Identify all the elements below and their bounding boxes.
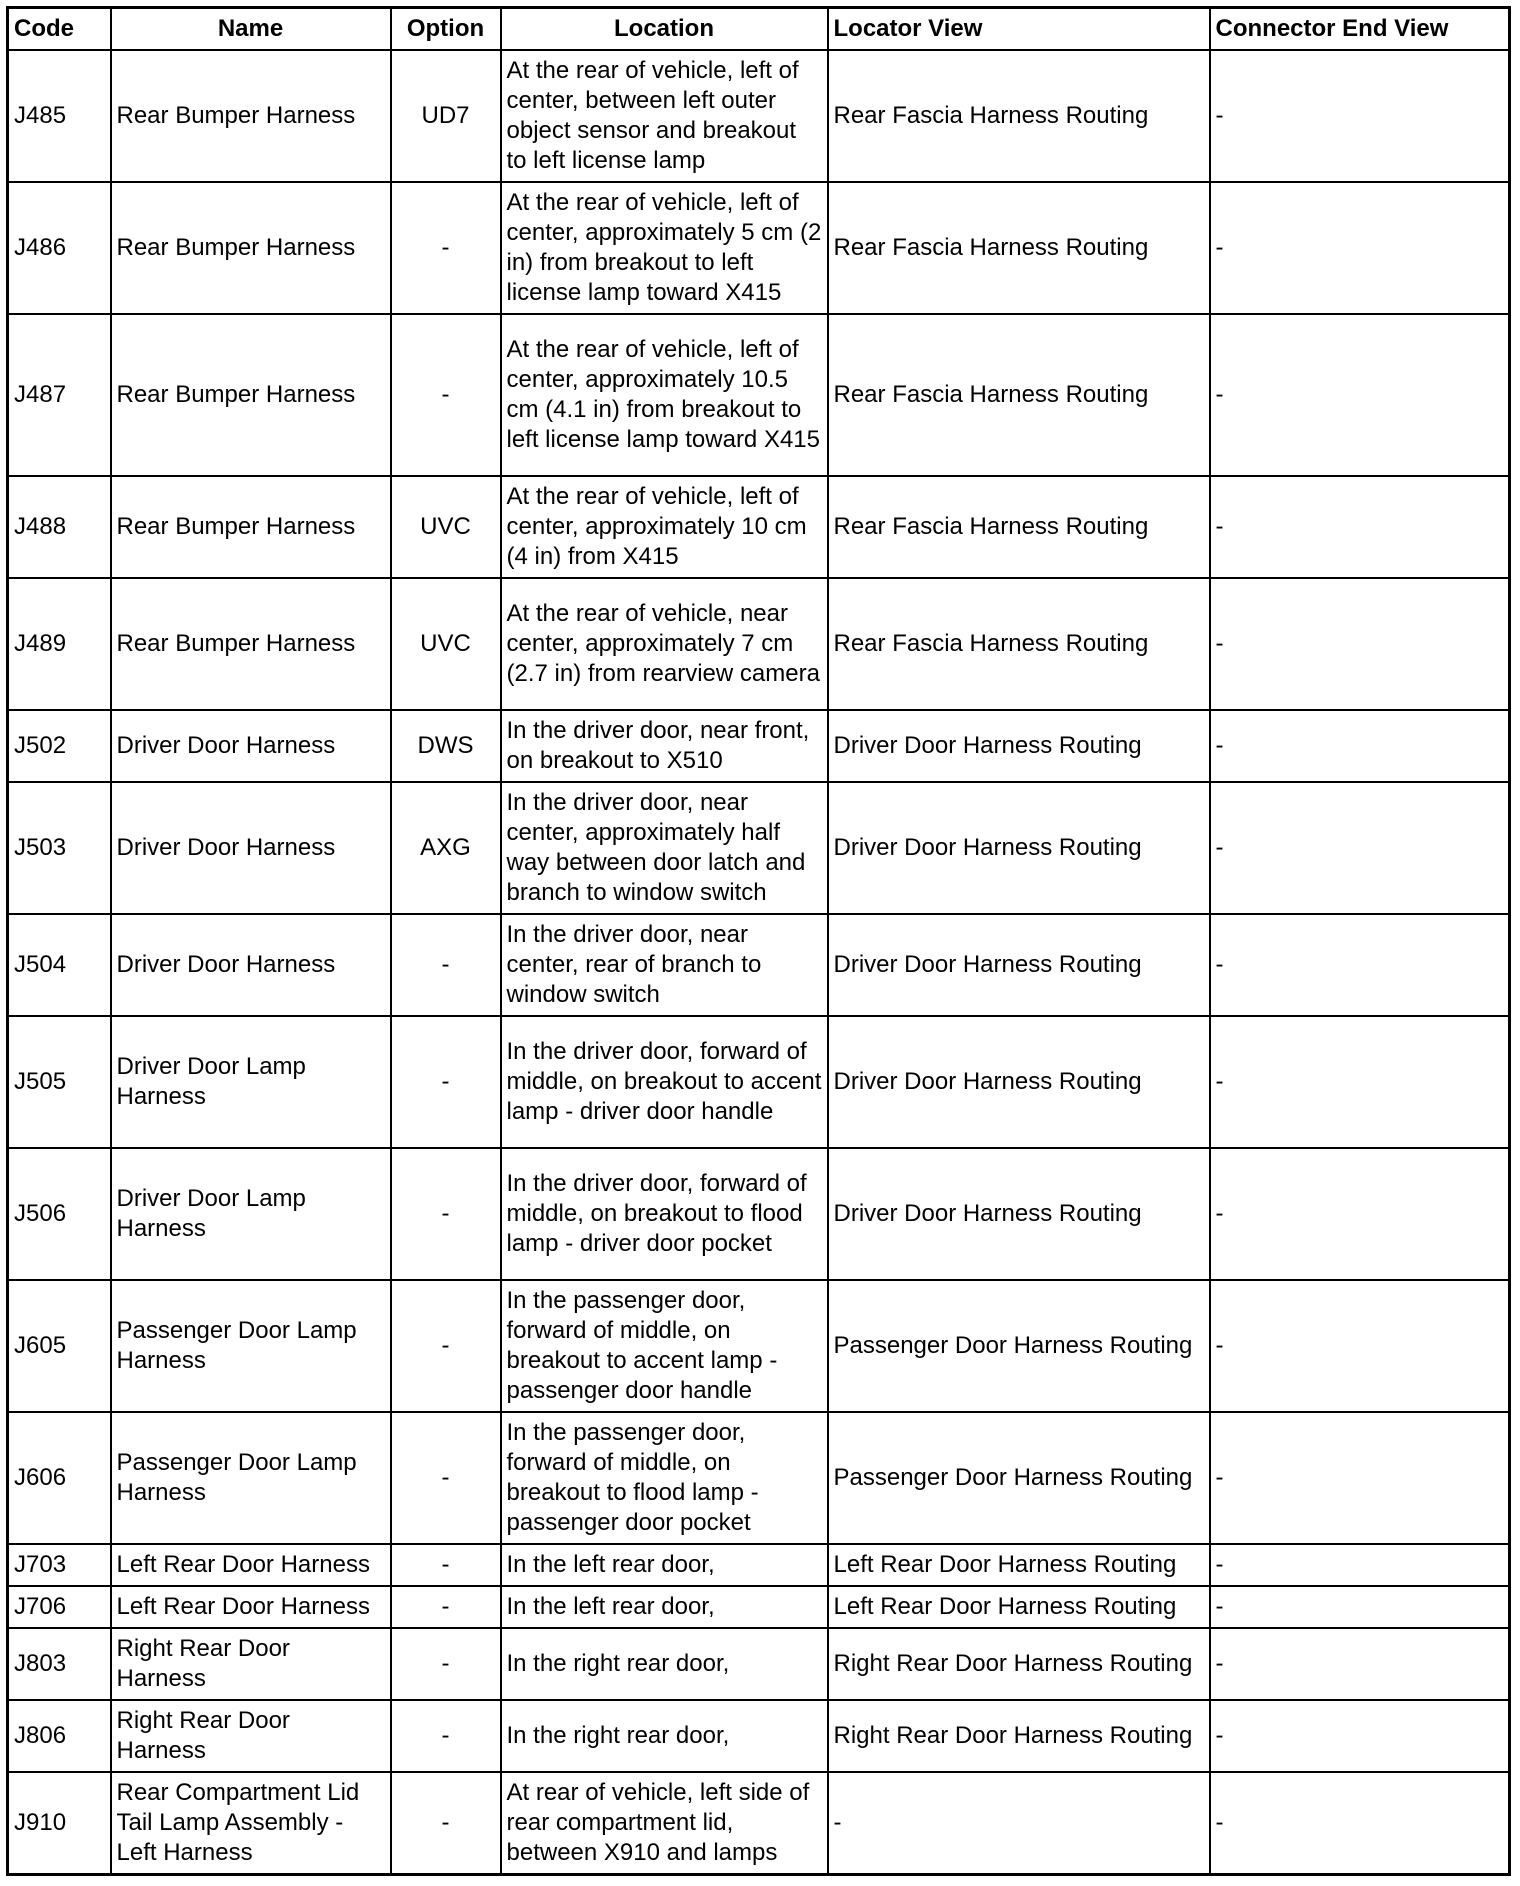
cell-name: Rear Compartment Lid Tail Lamp Assembly - Left Harness [111,1772,391,1874]
cell-connector-end-view: - [1210,782,1510,914]
splice-table [6,6,1511,1876]
cell-locator-view: Rear Fascia Harness Routing [828,50,1210,182]
cell-name: Rear Bumper Harness [111,476,391,578]
cell-name: Driver Door Lamp Harness [111,1016,391,1148]
cell-connector-end-view: - [1210,182,1510,314]
cell-name: Rear Bumper Harness [111,314,391,476]
cell-locator-view: Driver Door Harness Routing [828,914,1210,1016]
cell-option: - [391,182,501,314]
header-connector-end-view: Connector End View [1210,8,1510,51]
cell-locator-view: Right Rear Door Harness Routing [828,1628,1210,1700]
header-name: Name [111,8,391,51]
cell-locator-view: - [828,1772,1210,1874]
cell-connector-end-view: - [1210,1544,1510,1586]
cell-option: - [391,1700,501,1772]
cell-locator-view: Passenger Door Harness Routing [828,1412,1210,1544]
cell-option: - [391,1772,501,1874]
cell-connector-end-view: - [1210,1148,1510,1280]
table-row [8,1280,1510,1412]
header-code: Code [8,8,111,51]
table-row [8,914,1510,1016]
cell-option: - [391,314,501,476]
cell-locator-view: Driver Door Harness Routing [828,1016,1210,1148]
cell-connector-end-view: - [1210,710,1510,782]
cell-locator-view: Rear Fascia Harness Routing [828,578,1210,710]
table-row [8,782,1510,914]
cell-connector-end-view: - [1210,1628,1510,1700]
cell-code: J706 [8,1586,111,1628]
cell-connector-end-view: - [1210,914,1510,1016]
table-row [8,578,1510,710]
table-row [8,1148,1510,1280]
table-row [8,710,1510,782]
cell-option: - [391,1016,501,1148]
table-row [8,1586,1510,1628]
cell-code: J485 [8,50,111,182]
table-row [8,1016,1510,1148]
header-location: Location [501,8,828,51]
cell-option: AXG [391,782,501,914]
header-locator-view: Locator View [828,8,1210,51]
table-body [8,50,1510,1874]
cell-name: Right Rear Door Harness [111,1700,391,1772]
table-row [8,476,1510,578]
cell-locator-view: Left Rear Door Harness Routing [828,1586,1210,1628]
cell-name: Left Rear Door Harness [111,1586,391,1628]
cell-code: J506 [8,1148,111,1280]
cell-location: At rear of vehicle, left side of rear compartment lid, between X910 and lamps [501,1772,828,1874]
cell-location: In the passenger door, forward of middle, on breakout to accent lamp - passenger door handle [501,1280,828,1412]
cell-code: J605 [8,1280,111,1412]
cell-code: J606 [8,1412,111,1544]
cell-name: Right Rear Door Harness [111,1628,391,1700]
cell-option: - [391,1280,501,1412]
cell-name: Rear Bumper Harness [111,182,391,314]
cell-location: In the driver door, near center, approximately half way between door latch and branch to window switch [501,782,828,914]
cell-locator-view: Driver Door Harness Routing [828,782,1210,914]
cell-location: In the left rear door, [501,1586,828,1628]
cell-location: In the left rear door, [501,1544,828,1586]
cell-code: J505 [8,1016,111,1148]
cell-option: - [391,1544,501,1586]
cell-code: J503 [8,782,111,914]
cell-name: Passenger Door Lamp Harness [111,1280,391,1412]
cell-code: J910 [8,1772,111,1874]
cell-connector-end-view: - [1210,476,1510,578]
cell-option: - [391,1628,501,1700]
table-row [8,50,1510,182]
cell-locator-view: Rear Fascia Harness Routing [828,182,1210,314]
cell-name: Driver Door Harness [111,782,391,914]
cell-locator-view: Right Rear Door Harness Routing [828,1700,1210,1772]
cell-connector-end-view: - [1210,1412,1510,1544]
header-row [8,8,1510,51]
table-row [8,182,1510,314]
cell-code: J502 [8,710,111,782]
cell-location: At the rear of vehicle, left of center, between left outer object sensor and breakout to left license lamp [501,50,828,182]
table-row [8,1772,1510,1874]
cell-option: UD7 [391,50,501,182]
table-row [8,1700,1510,1772]
cell-connector-end-view: - [1210,1772,1510,1874]
table-row [8,1628,1510,1700]
cell-connector-end-view: - [1210,1280,1510,1412]
cell-code: J504 [8,914,111,1016]
table-row [8,1544,1510,1586]
cell-name: Driver Door Lamp Harness [111,1148,391,1280]
cell-locator-view: Left Rear Door Harness Routing [828,1544,1210,1586]
cell-locator-view: Driver Door Harness Routing [828,1148,1210,1280]
cell-name: Left Rear Door Harness [111,1544,391,1586]
cell-location: At the rear of vehicle, left of center, approximately 10.5 cm (4.1 in) from breakout to left license lamp toward X415 [501,314,828,476]
cell-locator-view: Rear Fascia Harness Routing [828,314,1210,476]
cell-location: In the passenger door, forward of middle, on breakout to flood lamp - passenger door pocket [501,1412,828,1544]
cell-connector-end-view: - [1210,578,1510,710]
table-row [8,314,1510,476]
cell-location: In the driver door, near center, rear of branch to window switch [501,914,828,1016]
cell-code: J806 [8,1700,111,1772]
cell-locator-view: Passenger Door Harness Routing [828,1280,1210,1412]
cell-name: Passenger Door Lamp Harness [111,1412,391,1544]
cell-code: J488 [8,476,111,578]
cell-connector-end-view: - [1210,1586,1510,1628]
cell-location: At the rear of vehicle, left of center, approximately 10 cm (4 in) from X415 [501,476,828,578]
cell-option: - [391,1586,501,1628]
cell-locator-view: Rear Fascia Harness Routing [828,476,1210,578]
table-row [8,1412,1510,1544]
cell-code: J487 [8,314,111,476]
cell-name: Rear Bumper Harness [111,50,391,182]
cell-location: In the driver door, near front, on breakout to X510 [501,710,828,782]
cell-option: - [391,1148,501,1280]
cell-option: UVC [391,578,501,710]
cell-connector-end-view: - [1210,50,1510,182]
cell-location: At the rear of vehicle, near center, approximately 7 cm (2.7 in) from rearview camera [501,578,828,710]
cell-option: UVC [391,476,501,578]
cell-locator-view: Driver Door Harness Routing [828,710,1210,782]
cell-name: Driver Door Harness [111,914,391,1016]
cell-option: - [391,914,501,1016]
header-option: Option [391,8,501,51]
cell-location: At the rear of vehicle, left of center, approximately 5 cm (2 in) from breakout to left license lamp toward X415 [501,182,828,314]
cell-location: In the driver door, forward of middle, on breakout to flood lamp - driver door pocket [501,1148,828,1280]
cell-location: In the right rear door, [501,1628,828,1700]
cell-option: DWS [391,710,501,782]
cell-code: J803 [8,1628,111,1700]
cell-code: J486 [8,182,111,314]
cell-connector-end-view: - [1210,1016,1510,1148]
cell-code: J489 [8,578,111,710]
cell-name: Driver Door Harness [111,710,391,782]
cell-option: - [391,1412,501,1544]
cell-name: Rear Bumper Harness [111,578,391,710]
cell-location: In the driver door, forward of middle, on breakout to accent lamp - driver door handle [501,1016,828,1148]
cell-code: J703 [8,1544,111,1586]
cell-connector-end-view: - [1210,314,1510,476]
cell-location: In the right rear door, [501,1700,828,1772]
cell-connector-end-view: - [1210,1700,1510,1772]
